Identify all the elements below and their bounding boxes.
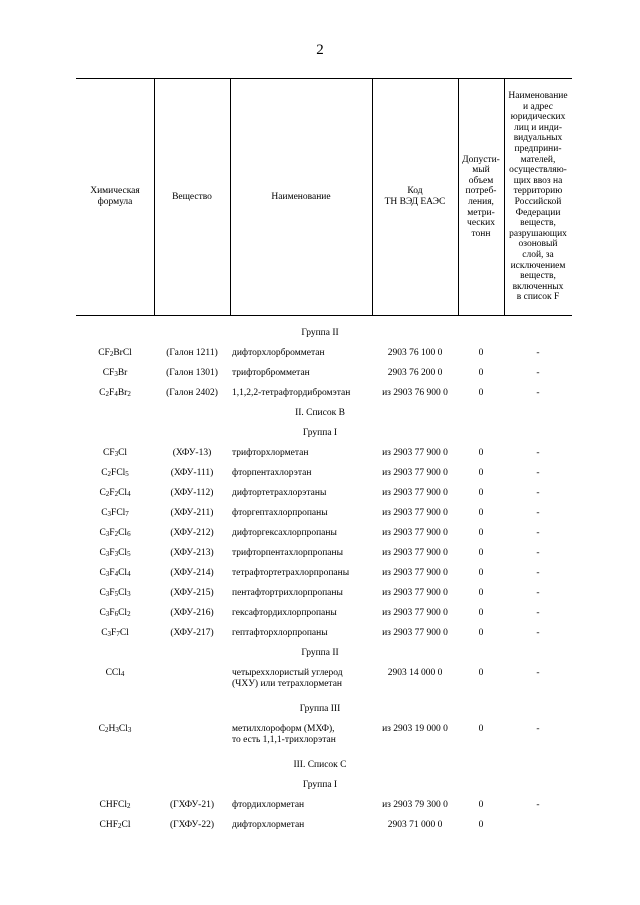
cell-formula <box>76 448 154 459</box>
formula-part: Cl <box>118 488 128 498</box>
cell-formula <box>76 368 154 379</box>
cell-name: гексафтордихлорпропаны <box>232 608 337 618</box>
formula-part: Cl <box>118 588 128 598</box>
header-volume <box>458 79 504 315</box>
formula-part: Cl <box>119 628 129 638</box>
formula-part: 4 <box>114 570 119 578</box>
cell-code: 2903 76 200 0 <box>387 368 443 378</box>
header-address-text: Наименование и адрес юридических лиц и инди- видуальных предприни- мателей, осуществляю- щих ввоз на территорию Российской Федерации веществ, разрушающих озоновый слой, за исключением веществ, включенных в список F <box>508 91 568 303</box>
cell-formula <box>76 468 154 479</box>
formula-part: FCl <box>111 508 126 518</box>
group-heading: Группа III <box>299 704 341 714</box>
cell-formula <box>76 628 154 639</box>
cell-code: из 2903 77 900 0 <box>382 528 448 538</box>
cell-code: из 2903 19 000 0 <box>382 724 448 734</box>
cell-volume: 0 <box>478 668 484 678</box>
formula-part: Cl <box>118 724 128 734</box>
formula-part: C <box>99 548 106 558</box>
cell-substance: (ХФУ-111) <box>170 468 214 478</box>
cell-address: - <box>536 348 540 358</box>
cell-address: - <box>536 568 540 578</box>
formula-part: 2 <box>105 390 110 398</box>
cell-volume: 0 <box>478 608 484 618</box>
cell-code: из 2903 79 300 0 <box>382 800 448 810</box>
formula-part: 2 <box>118 822 122 830</box>
cell-code: из 2903 77 900 0 <box>382 508 448 518</box>
formula-part: 3 <box>107 630 112 638</box>
formula-part: 3 <box>107 510 112 518</box>
cell-substance: (ХФУ-212) <box>170 528 214 538</box>
cell-volume: 0 <box>478 724 484 734</box>
cell-name: трифторпентахлорпропаны <box>232 548 343 558</box>
formula-part: 2 <box>107 470 112 478</box>
table-row <box>0 468 640 488</box>
formula-part: 3 <box>105 610 110 618</box>
formula-part: CF <box>98 348 110 358</box>
formula-part: CF <box>102 448 115 458</box>
group-heading: III. Список C <box>293 760 347 770</box>
table-row <box>0 588 640 608</box>
cell-formula <box>76 388 154 399</box>
formula-part: 2 <box>104 726 109 734</box>
cell-formula <box>76 724 154 735</box>
formula-part: 3 <box>114 550 119 558</box>
formula-part: 3 <box>105 550 110 558</box>
cell-address: - <box>536 508 540 518</box>
formula-part: Br <box>117 388 128 398</box>
cell-code: из 2903 77 900 0 <box>382 548 448 558</box>
cell-name: фторпентахлорэтан <box>232 468 312 478</box>
table-row <box>0 448 640 468</box>
formula-part: 5 <box>125 470 129 478</box>
cell-formula <box>76 820 154 831</box>
table-row <box>0 508 640 528</box>
cell-volume: 0 <box>478 468 484 478</box>
cell-address: - <box>536 588 540 598</box>
cell-volume: 0 <box>478 448 484 458</box>
formula-part: 6 <box>114 610 119 618</box>
formula-part: 3 <box>114 370 118 378</box>
formula-part: 7 <box>125 510 129 518</box>
cell-volume: 0 <box>478 368 484 378</box>
group-heading: Группа I <box>302 780 338 790</box>
cell-name: дифтортетрахлорэтаны <box>232 488 327 498</box>
cell-formula <box>76 568 154 579</box>
cell-name: дифторхлорбромметан <box>232 348 325 358</box>
group-heading: Группа II <box>301 648 339 658</box>
table-row <box>0 724 640 760</box>
cell-address: - <box>536 528 540 538</box>
formula-part: C <box>101 628 108 638</box>
cell-substance: (ГХФУ-21) <box>169 800 215 810</box>
formula-part: 3 <box>105 590 110 598</box>
cell-code: из 2903 76 900 0 <box>382 388 448 398</box>
header-name-text: Наименование <box>271 191 331 202</box>
header-formula-text: Химическая формула <box>90 186 140 207</box>
formula-part: C <box>98 724 105 734</box>
table-row <box>0 800 640 820</box>
table-row <box>0 488 640 508</box>
cell-substance: (ХФУ-217) <box>170 628 214 638</box>
header-name <box>230 79 372 315</box>
cell-volume: 0 <box>478 588 484 598</box>
formula-part: 5 <box>114 590 119 598</box>
cell-name: тетрафтортетрахлорпропаны <box>232 568 350 578</box>
cell-address: - <box>536 724 540 734</box>
cell-volume: 0 <box>478 348 484 358</box>
cell-address: - <box>536 388 540 398</box>
formula-part: 2 <box>109 350 114 358</box>
formula-part: 3 <box>127 726 132 734</box>
formula-part: CHFCl <box>99 800 127 810</box>
table-row <box>0 388 640 408</box>
cell-address: - <box>536 488 540 498</box>
cell-name: трифторхлорметан <box>232 448 309 458</box>
cell-code: из 2903 77 900 0 <box>382 628 448 638</box>
cell-name: трифторбромметан <box>232 368 310 378</box>
formula-part: Cl <box>121 820 131 830</box>
formula-part: C <box>99 588 106 598</box>
formula-part: FCl <box>111 468 126 478</box>
page-number: 2 <box>316 42 324 58</box>
formula-part: C <box>99 488 106 498</box>
formula-part: C <box>99 568 106 578</box>
cell-substance: (Галон 1301) <box>166 368 218 378</box>
formula-part: Cl <box>118 608 128 618</box>
formula-part: Br <box>117 368 128 378</box>
cell-formula <box>76 488 154 499</box>
formula-part: 4 <box>127 570 131 578</box>
formula-part: CCl <box>105 668 121 678</box>
cell-volume: 0 <box>478 508 484 518</box>
formula-part: Cl <box>118 528 128 538</box>
header-volume-text: Допусти- мый объем потреб- ления, метри- ческих тонн <box>462 154 500 239</box>
cell-code: из 2903 77 900 0 <box>382 468 448 478</box>
formula-part: 3 <box>115 726 119 734</box>
cell-name: дифторхлорметан <box>232 820 305 830</box>
cell-volume: 0 <box>478 800 484 810</box>
table-row <box>0 568 640 588</box>
cell-formula <box>76 528 154 539</box>
cell-name: гептафторхлорпропаны <box>232 628 328 638</box>
cell-volume: 0 <box>478 488 484 498</box>
cell-name: фторгептахлорпропаны <box>232 508 328 518</box>
formula-part: 4 <box>120 670 125 678</box>
cell-formula <box>76 608 154 619</box>
table-row <box>0 608 640 628</box>
formula-part: C <box>99 388 106 398</box>
cell-name: дифторгексахлорпропаны <box>232 528 337 538</box>
table-row <box>0 368 640 388</box>
formula-part: 7 <box>116 630 120 638</box>
cell-code: из 2903 77 900 0 <box>382 488 448 498</box>
formula-part: 2 <box>127 610 131 618</box>
cell-name: 1,1,2,2-тетрафтордибромэтан <box>232 388 351 398</box>
formula-part: F <box>109 608 115 618</box>
cell-substance: (Галон 1211) <box>166 348 218 358</box>
group-heading: Группа I <box>302 428 338 438</box>
cell-formula <box>76 588 154 599</box>
header-address <box>504 79 572 315</box>
formula-part: 4 <box>114 390 118 398</box>
formula-part: 5 <box>127 550 131 558</box>
cell-volume: 0 <box>478 528 484 538</box>
cell-code: 2903 76 100 0 <box>387 348 443 358</box>
cell-name: фтордихлорметан <box>232 800 305 810</box>
cell-formula <box>76 800 154 811</box>
formula-part: BrCl <box>113 348 132 358</box>
table-row <box>0 668 640 704</box>
cell-substance: (ХФУ-211) <box>170 508 214 518</box>
cell-substance: (ХФУ-214) <box>170 568 214 578</box>
cell-formula <box>76 508 154 519</box>
table-row <box>0 528 640 548</box>
cell-address: - <box>536 468 540 478</box>
cell-address: - <box>536 608 540 618</box>
table-header <box>76 78 572 316</box>
formula-part: F <box>109 548 115 558</box>
formula-part: F <box>109 588 115 598</box>
formula-part: 4 <box>127 490 131 498</box>
cell-substance: (ХФУ-13) <box>172 448 212 458</box>
formula-part: F <box>109 488 115 498</box>
formula-part: C <box>99 608 106 618</box>
cell-address: - <box>536 448 540 458</box>
cell-name: четыреххлористый углерод (ЧХУ) или тетрахлорметан <box>232 668 343 689</box>
cell-volume: 0 <box>478 628 484 638</box>
cell-formula <box>76 668 154 679</box>
cell-address: - <box>536 628 540 638</box>
formula-part: C <box>99 528 106 538</box>
formula-part: 2 <box>114 530 119 538</box>
cell-formula <box>76 348 154 359</box>
formula-part: F <box>111 628 117 638</box>
cell-code: 2903 14 000 0 <box>387 668 443 678</box>
group-heading: II. Список B <box>295 408 345 418</box>
table-row <box>0 348 640 368</box>
formula-part: Cl <box>118 568 128 578</box>
table-row <box>0 628 640 648</box>
formula-part: 3 <box>105 530 110 538</box>
formula-part: F <box>109 388 115 398</box>
header-substance-text: Вещество <box>172 191 212 202</box>
formula-part: C <box>101 468 108 478</box>
formula-part: F <box>109 568 115 578</box>
cell-substance: (ХФУ-213) <box>170 548 214 558</box>
cell-code: из 2903 77 900 0 <box>382 608 448 618</box>
formula-part: CF <box>102 368 115 378</box>
formula-part: 3 <box>127 590 131 598</box>
cell-substance: (ХФУ-216) <box>170 608 214 618</box>
formula-part: 2 <box>127 390 131 398</box>
cell-substance: (ХФУ-112) <box>170 488 214 498</box>
formula-part: 3 <box>105 570 110 578</box>
formula-part: CHF <box>99 820 118 830</box>
formula-part: 2 <box>126 802 131 810</box>
cell-volume: 0 <box>478 820 484 830</box>
cell-code: из 2903 77 900 0 <box>382 568 448 578</box>
group-heading: Группа II <box>301 328 339 338</box>
cell-name: метилхлороформ (МХФ), то есть 1,1,1-трихлорэтан <box>232 724 336 745</box>
cell-code: 2903 71 000 0 <box>387 820 443 830</box>
cell-address: - <box>536 668 540 678</box>
cell-volume: 0 <box>478 548 484 558</box>
header-formula <box>76 79 154 315</box>
cell-volume: 0 <box>478 388 484 398</box>
formula-part: Cl <box>118 448 128 458</box>
cell-address: - <box>536 800 540 810</box>
header-code <box>372 79 458 315</box>
header-substance <box>154 79 230 315</box>
table-row <box>0 820 640 840</box>
cell-substance: (ХФУ-215) <box>170 588 214 598</box>
table-row <box>0 548 640 568</box>
cell-name: пентафтортрихлорпропаны <box>232 588 343 598</box>
cell-code: из 2903 77 900 0 <box>382 588 448 598</box>
cell-formula <box>76 548 154 559</box>
cell-address: - <box>536 548 540 558</box>
cell-substance: (ГХФУ-22) <box>169 820 215 830</box>
cell-volume: 0 <box>478 568 484 578</box>
formula-part: 2 <box>105 490 110 498</box>
formula-part: Cl <box>118 548 128 558</box>
cell-code: из 2903 77 900 0 <box>382 448 448 458</box>
formula-part: F <box>109 528 115 538</box>
formula-part: 2 <box>114 490 119 498</box>
formula-part: 3 <box>114 450 119 458</box>
formula-part: H <box>108 724 116 734</box>
cell-address: - <box>536 368 540 378</box>
header-code-text: Код ТН ВЭД ЕАЭС <box>384 186 446 207</box>
formula-part: C <box>101 508 108 518</box>
formula-part: 6 <box>127 530 131 538</box>
cell-substance: (Галон 2402) <box>166 388 218 398</box>
